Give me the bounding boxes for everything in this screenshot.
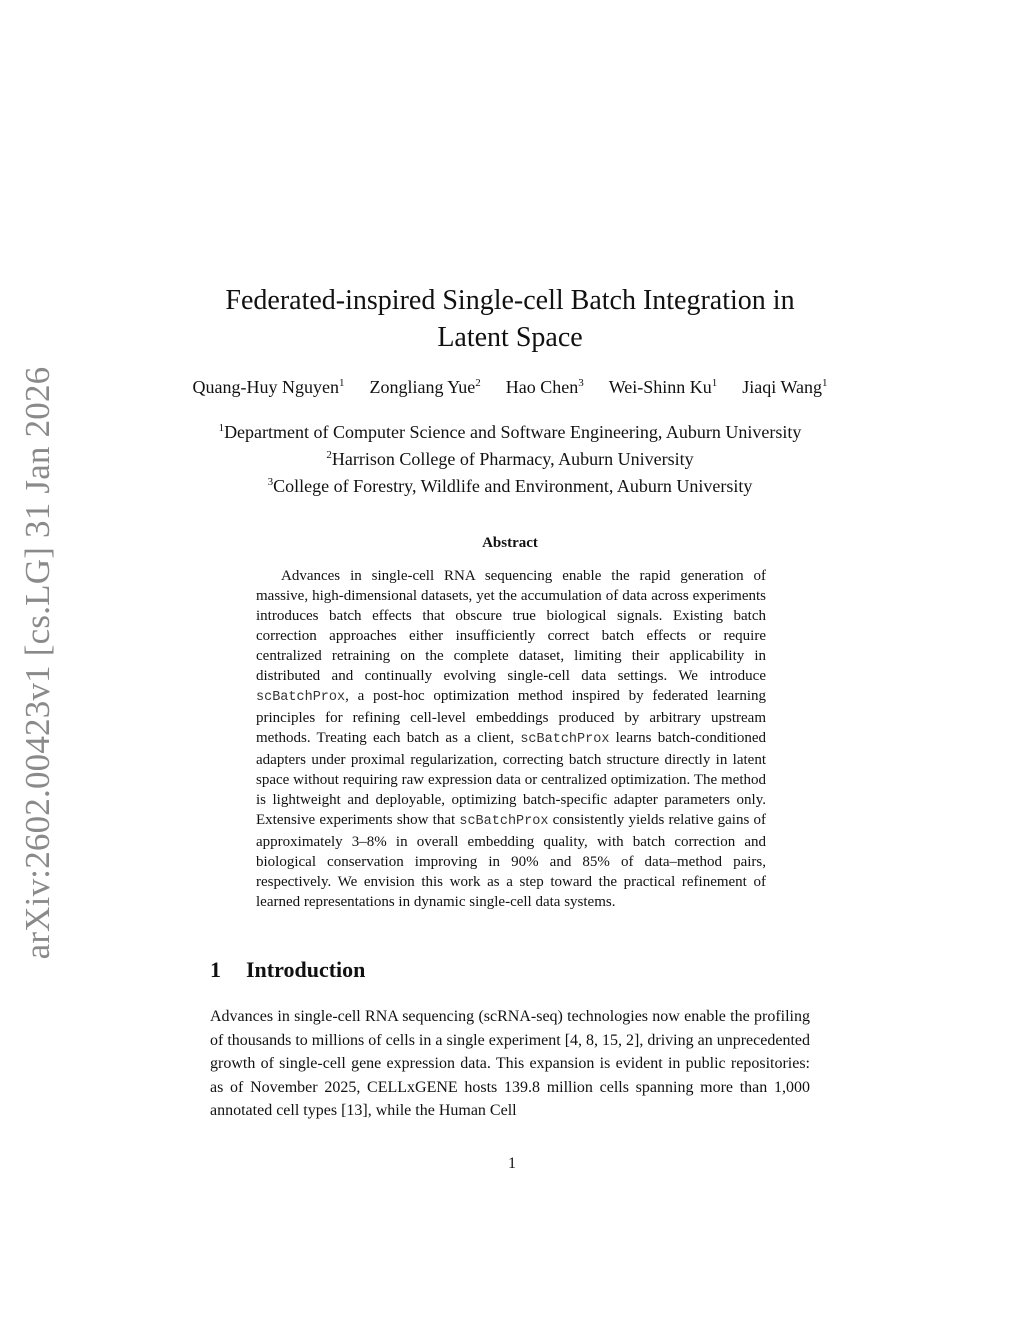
title-line-2: Latent Space: [437, 322, 583, 353]
introduction-paragraph: Advances in single-cell RNA sequencing (scRNA-seq) technologies now enable the profiling of thousands to millions of cells in a single experiment [4, 8, 15, 2], driving an unprecedented growth of single-cell gene expression data. This expansion is evident in public repositories: as of November 2025, CELLxGENE hosts 139.8 million cells spanning more than 1,000 annotated cell types [13], while the Human Cell: [210, 1008, 810, 1119]
section-title: Introduction: [246, 957, 366, 982]
abstract-heading: Abstract: [482, 535, 538, 551]
author: Wei-Shinn Ku$^1$: [608, 377, 718, 397]
page-number: 1: [508, 1155, 516, 1172]
paper-title: [160, 282, 860, 356]
author: Zongliang Yue$^2$: [369, 377, 481, 397]
method-name: scBatchProx: [459, 814, 549, 829]
author: Jiaqi Wang$^1$: [742, 377, 828, 397]
author: Hao Chen$^3$: [505, 377, 584, 397]
affiliation-list: [140, 417, 880, 498]
section-number: 1: [210, 957, 221, 982]
affiliation: $^2$Harrison College of Pharmacy, Auburn University: [326, 449, 694, 469]
abstract-body: Advances in single-cell RNA sequencing enable the rapid generation of massive, high-dimensional datasets, yet the accumulation of data across experiments introduces batch effects that obscure true biological signals. Existing batch correction approaches either insufficiently correct batch effects or require centralized retraining on the complete dataset, limiting their applicability in distributed and continually evolving single-cell data settings. We introduce scBatchProx, a post-hoc optimization method inspired by federated learning principles for refining cell-level embeddings produced by arbitrary upstream methods. Treating each batch as a client, scBatchProx learns batch-conditioned adapters under proximal regularization, correcting batch structure directly in latent space without requiring raw expression data or centralized optimization. The method is lightweight and deployable, optimizing batch-specific adapter parameters only. Extensive experiments show that scBatchProx consistently yields relative gains of approximately 3–8% in overall embedding quality, with batch correction and biological conservation improving in 90% and 85% of data–method pairs, respectively. We envision this work as a step toward the practical refinement of learned representations in dynamic single-cell data systems.: [256, 568, 766, 910]
affiliation: $^1$Department of Computer Science and Software Engineering, Auburn University: [218, 422, 802, 442]
author-list: [140, 377, 880, 398]
method-name: scBatchProx: [520, 732, 610, 747]
method-name: scBatchProx: [256, 690, 346, 705]
author: Quang-Huy Nguyen$^1$: [192, 377, 345, 397]
section-heading: [210, 957, 810, 983]
arxiv-identifier: arXiv:2602.00423v1 [cs.LG] 31 Jan 2026: [18, 366, 57, 960]
affiliation: $^3$College of Forestry, Wildlife and Environment, Auburn University: [267, 476, 753, 496]
title-line-1: Federated-inspired Single-cell Batch Integration in: [225, 285, 795, 316]
